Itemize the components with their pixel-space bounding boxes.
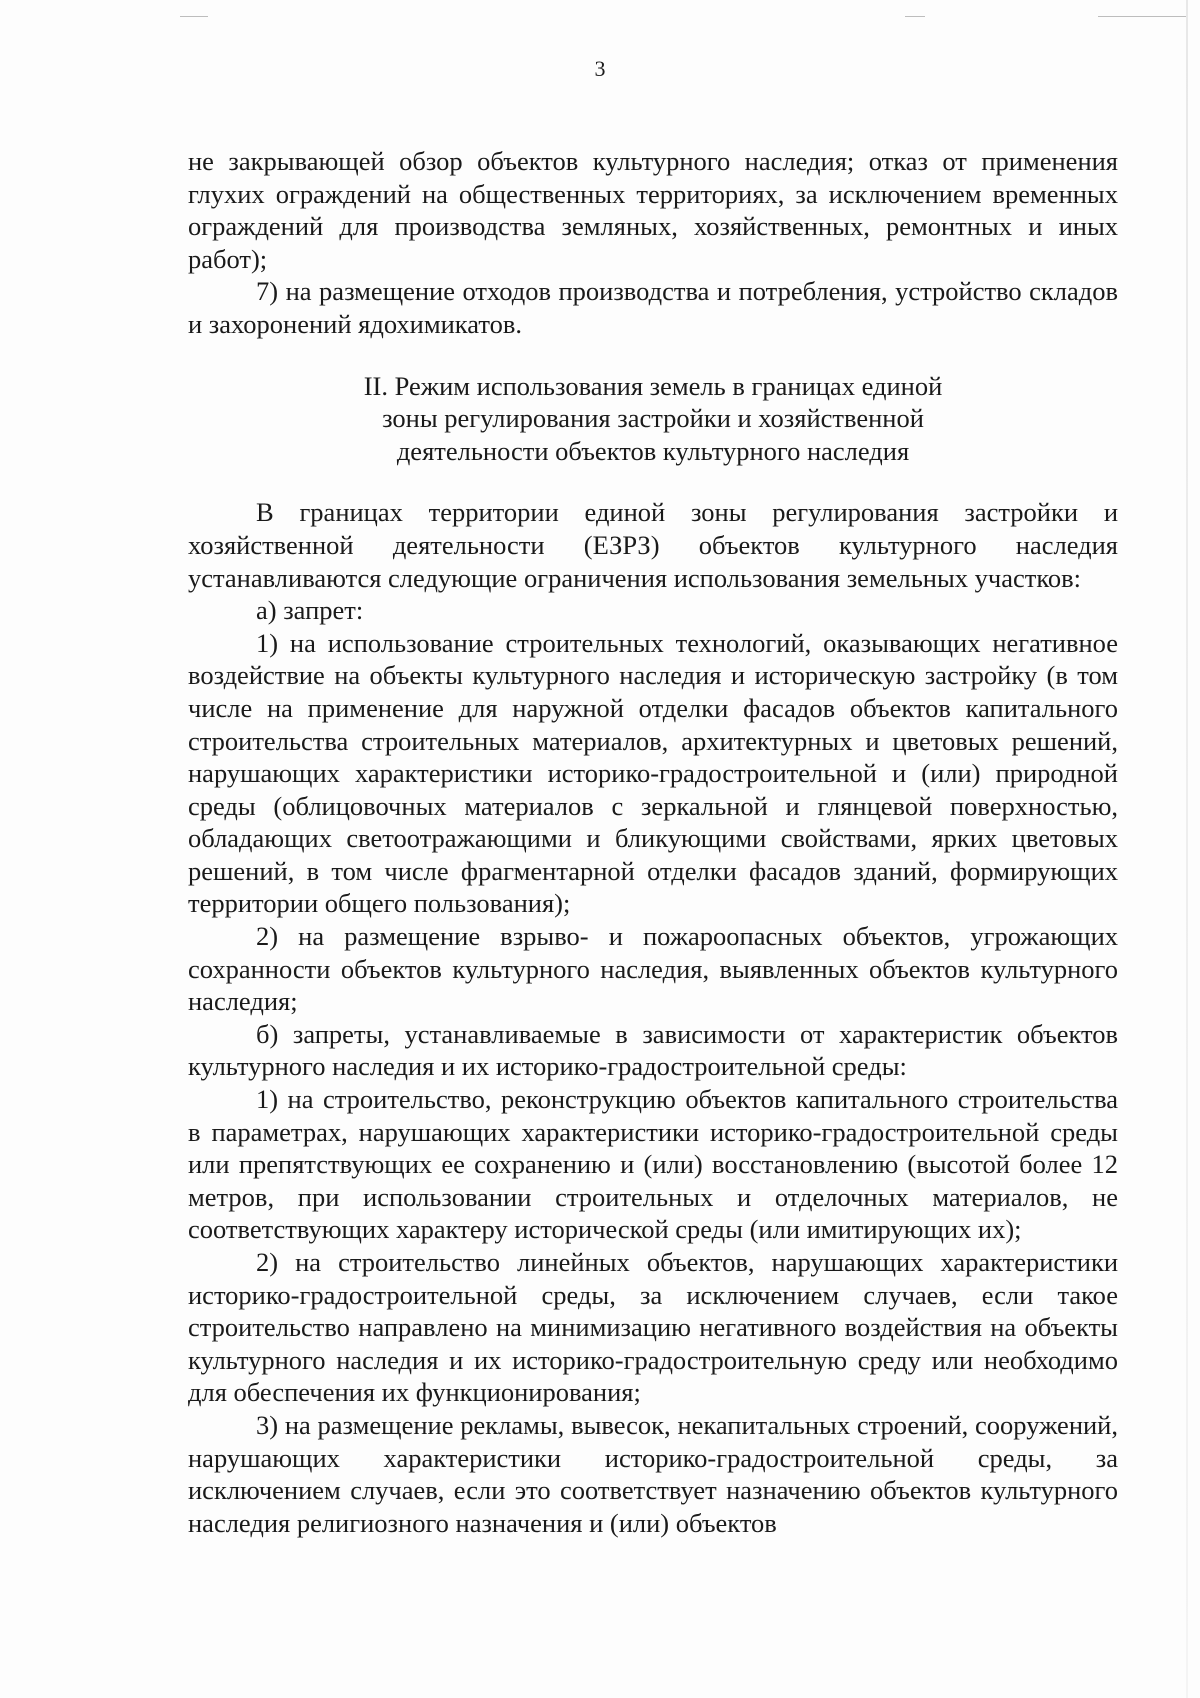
paragraph-subsection-a: а) запрет: (256, 595, 364, 626)
paragraph-b-item-1: 1) на строительство, реконструкцию объектов капитального строительства в параметрах, нарушающих характеристики историко-градостроительной среды или препятствующих ее сохранению и (или) восстановлению (высотой более 12 метров, при использовании строительных и отделочных материалов, не соответствующих характеру исторической среды (или имитирующих их); (188, 1084, 1118, 1245)
section-heading-line: II. Режим использования земель в границах единой (363, 370, 943, 401)
paragraph-subsection-b: б) запреты, устанавливаемые в зависимости от характеристик объектов культурного наследия и их историко-градостроительной среды: (188, 1018, 1118, 1082)
paragraph-continuation: не закрывающей обзор объектов культурного наследия; отказ от применения глухих ограждений на общественных территориях, за исключением временных ограждений для производства земляных, хозяйственных, ремонтных и иных работ); (188, 146, 1118, 274)
page-number: 3 (594, 56, 606, 81)
paragraph-a-item-2: 2) на размещение взрыво- и пожароопасных объектов, угрожающих сохранности объектов культурного наследия, выявленных объектов культурного наследия; (188, 921, 1118, 1017)
document-body (188, 145, 1118, 1539)
paragraph-b-item-3: 3) на размещение рекламы, вывесок, некапитальных строений, сооружений, нарушающих характеристики историко-градостроительной среды, за исключением случаев, если это соответствует назначению объектов культурного наследия религиозного назначения и (или) объектов (188, 1409, 1118, 1538)
paragraph-item-7: 7) на размещение отходов производства и потребления, устройство складов и захоронений ядохимикатов. (188, 276, 1118, 339)
section-heading-line: деятельности объектов культурного наследия (396, 435, 910, 466)
scan-artifact-dash (1098, 16, 1186, 17)
scan-artifact-dash (905, 16, 925, 17)
scan-artifact-dash (180, 16, 208, 17)
section-heading (188, 370, 1118, 468)
paragraph-intro: В границах территории единой зоны регулирования застройки и хозяйственной деятельности (ЕЗРЗ) объектов культурного наследия устанавливаются следующие ограничения использования земельных участков: (188, 497, 1118, 593)
scan-edge-shadow (1186, 0, 1188, 1698)
section-heading-line: зоны регулирования застройки и хозяйственной (382, 403, 924, 434)
paragraph-b-item-2: 2) на строительство линейных объектов, нарушающих характеристики историко-градостроительной среды, за исключением случаев, если такое строительство направлено на минимизацию негативного воздействия на объекты культурного наследия и их историко-градостроительную среду или необходимо для обеспечения их функционирования; (188, 1247, 1118, 1408)
paragraph-a-item-1: 1) на использование строительных технологий, оказывающих негативное воздействие на объекты культурного наследия и историческую застройку (в том числе на применение для наружной отделки фасадов объектов капитального строительства строительных материалов, архитектурных и цветовых решений, нарушающих характеристики историко-градостроительной и (или) природной среды (облицовочных материалов с зеркальной и глянцевой поверхностью, обладающих светоотражающими и бликующими свойствами, ярких цветовых решений, в том числе фрагментарной отделки фасадов зданий, формирующих территории общего пользования); (188, 627, 1118, 919)
